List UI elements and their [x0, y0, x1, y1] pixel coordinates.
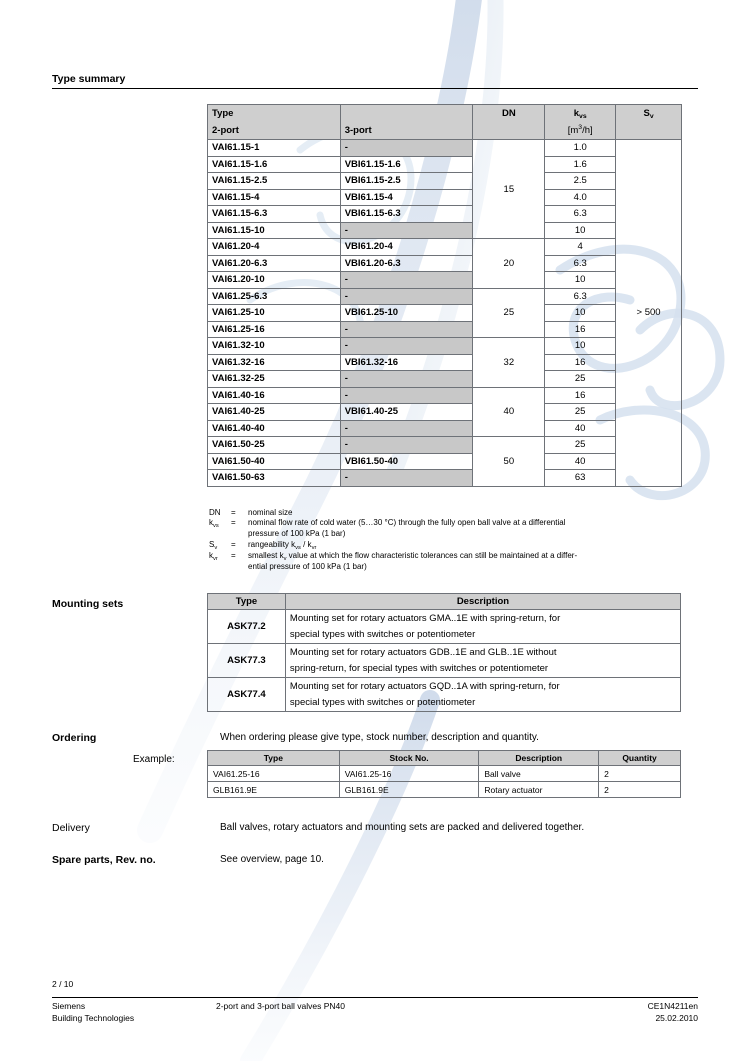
cell-2port: VAI61.15-1.6 [208, 156, 341, 173]
table-row [208, 338, 682, 355]
cell-2port: VAI61.50-25 [208, 437, 341, 454]
table-row [208, 404, 682, 421]
page-number: 2 / 10 [52, 979, 74, 989]
cell-kvs: 10 [545, 222, 616, 239]
header-3port-label: 3-port [344, 125, 372, 136]
cell-order-col-1: VAI61.25-16 [339, 766, 479, 782]
cell-kvs: 6.3 [545, 288, 616, 305]
header-order-col-3: Quantity [599, 751, 681, 766]
table-row [208, 222, 682, 239]
cell-2port: VAI61.32-10 [208, 338, 341, 355]
table-header-row [208, 751, 681, 766]
cell-3port-none: - [340, 387, 473, 404]
table-row [208, 437, 682, 454]
cell-kvs: 16 [545, 321, 616, 338]
cell-kvs: 40 [545, 453, 616, 470]
cell-order-col-3: 2 [599, 766, 681, 782]
cell-3port-none: - [340, 272, 473, 289]
legend-row [209, 518, 689, 529]
cell-2port: VAI61.32-16 [208, 354, 341, 371]
table-row [208, 288, 682, 305]
footer-doc-id: CE1N4211en [647, 1001, 698, 1011]
description-line: special types with switches or potentiometer [289, 629, 476, 640]
table-row [208, 140, 682, 157]
legend-row [209, 529, 689, 539]
cell-2port: VAI61.40-40 [208, 420, 341, 437]
cell-mset-type: ASK77.2 [208, 610, 286, 644]
legend-text: smallest $k_v$ value at which the flow characteristic tolerances can still be maintained at a differ- [248, 550, 578, 562]
cell-order-col-1: GLB161.9E [339, 782, 479, 798]
page-title: Type summary [52, 73, 126, 85]
cell-2port: VAI61.15-1 [208, 140, 341, 157]
cell-kvs: 25 [545, 404, 616, 421]
cell-kvs: 6.3 [545, 206, 616, 223]
cell-2port: VAI61.40-25 [208, 404, 341, 421]
header-2port-label: 2-port [212, 125, 239, 136]
type-summary-table [207, 104, 682, 487]
cell-3port: VBI61.25-10 [340, 305, 473, 322]
legend-equals: = [231, 518, 236, 528]
cell-mset-description [285, 644, 680, 678]
legend-row [209, 562, 689, 572]
type-summary-tbody [208, 140, 682, 487]
legend-text: nominal size [248, 508, 293, 517]
cell-3port-none: - [340, 420, 473, 437]
ordering-thead [208, 751, 681, 766]
legend-equals [231, 562, 248, 572]
cell-dn: 25 [473, 288, 545, 338]
ordering-text: When ordering please give type, stock number, description and quantity. [220, 732, 539, 743]
legend-row [209, 540, 689, 551]
header-kvs-label: k [573, 108, 580, 119]
cell-kvs: 63 [545, 470, 616, 487]
header-sv [616, 105, 682, 140]
cell-3port: VBI61.32-16 [340, 354, 473, 371]
table-row [208, 470, 682, 487]
cell-2port: VAI61.20-10 [208, 272, 341, 289]
legend-symbol: $k_{vr}$ [209, 550, 218, 562]
type-summary-table-wrapper [207, 104, 682, 487]
type-summary-heading-block [52, 73, 698, 89]
table-header-row [208, 594, 681, 610]
description-line: spring-return, for special types with switches or potentiometer [289, 663, 549, 674]
cell-3port: VBI61.15-2.5 [340, 173, 473, 190]
table-row [208, 255, 682, 272]
cell-3port-none: - [340, 222, 473, 239]
cell-kvs: 25 [545, 437, 616, 454]
legend-text: nominal flow rate of cold water (5…30 °C) through the fully open ball valve at a differential [248, 518, 566, 528]
legend-row [209, 551, 689, 562]
table-header-row [208, 105, 682, 140]
cell-mset-type: ASK77.4 [208, 678, 286, 712]
table-row [208, 189, 682, 206]
table-row [208, 420, 682, 437]
description-line: Mounting set for rotary actuators GMA..1E with spring-return, for [289, 613, 561, 624]
cell-3port: VBI61.15-4 [340, 189, 473, 206]
header-type-label: Type [212, 108, 234, 119]
cell-2port: VAI61.25-10 [208, 305, 341, 322]
cell-2port: VAI61.40-16 [208, 387, 341, 404]
header-kvs [545, 105, 616, 140]
table-row [208, 354, 682, 371]
mounting-sets-tbody [208, 610, 681, 712]
cell-dn: 32 [473, 338, 545, 388]
header-mset-description: Description [285, 594, 680, 610]
footer-date: 25.02.2010 [655, 1012, 698, 1023]
header-mset-type: Type [208, 594, 286, 610]
header-kvs-sub: vs [579, 113, 587, 120]
cell-2port: VAI61.50-40 [208, 453, 341, 470]
ordering-label: Ordering [52, 732, 97, 744]
cell-2port: VAI61.15-4 [208, 189, 341, 206]
footer-rule [52, 997, 698, 998]
cell-mset-description [285, 678, 680, 712]
cell-2port: VAI61.15-6.3 [208, 206, 341, 223]
cell-2port: VAI61.25-6.3 [208, 288, 341, 305]
cell-order-col-2: Rotary actuator [479, 782, 599, 798]
cell-kvs: 6.3 [545, 255, 616, 272]
cell-2port: VAI61.32-25 [208, 371, 341, 388]
header-type-3port [340, 105, 473, 140]
header-order-col-0: Type [208, 751, 340, 766]
header-order-col-1: Stock No. [339, 751, 479, 766]
cell-kvs: 40 [545, 420, 616, 437]
cell-2port: VAI61.25-16 [208, 321, 341, 338]
heading-rule [52, 88, 698, 89]
cell-3port: VBI61.15-6.3 [340, 206, 473, 223]
spare-parts-text: See overview, page 10. [220, 854, 324, 865]
legend-symbol: $k_{vs}$ [209, 518, 219, 530]
header-order-col-2: Description [479, 751, 599, 766]
table-legend [209, 508, 689, 572]
legend-text: pressure of 100 kPa (1 bar) [248, 529, 346, 539]
cell-dn: 20 [473, 239, 545, 289]
cell-kvs: 25 [545, 371, 616, 388]
legend-symbol: DN [209, 508, 221, 517]
cell-kvs: 16 [545, 387, 616, 404]
legend-text: ential pressure of 100 kPa (1 bar) [248, 562, 367, 572]
table-row [208, 206, 682, 223]
header-dn [473, 105, 545, 140]
table-row [208, 305, 682, 322]
cell-dn: 15 [473, 140, 545, 239]
cell-2port: VAI61.15-2.5 [208, 173, 341, 190]
ordering-example-table-wrapper [207, 750, 681, 798]
cell-3port-none: - [340, 437, 473, 454]
cell-kvs: 10 [545, 305, 616, 322]
legend-symbol: $S_v$ [209, 539, 218, 551]
cell-2port: VAI61.20-4 [208, 239, 341, 256]
footer-company: Siemens [52, 1001, 86, 1011]
description-line: Mounting set for rotary actuators GDB..1E and GLB..1E without [289, 647, 557, 658]
table-row [208, 239, 682, 256]
header-sv-label: S [643, 108, 650, 119]
table-row [208, 321, 682, 338]
cell-dn: 50 [473, 437, 545, 487]
cell-3port-none: - [340, 288, 473, 305]
legend-equals [231, 529, 248, 539]
cell-order-col-2: Ball valve [479, 766, 599, 782]
cell-order-col-0: VAI61.25-16 [208, 766, 340, 782]
legend-symbol [209, 529, 231, 539]
header-kvs-unit-post: /h] [582, 125, 593, 136]
cell-2port: VAI61.50-63 [208, 470, 341, 487]
ordering-example-table [207, 750, 681, 798]
cell-mset-type: ASK77.3 [208, 644, 286, 678]
cell-3port: VBI61.40-25 [340, 404, 473, 421]
legend-text: rangeability $k_{vs} / k_{vr}$ [248, 539, 317, 551]
mounting-sets-label: Mounting sets [52, 598, 124, 610]
table-row [208, 782, 681, 798]
table-row [208, 453, 682, 470]
legend-equals: = [231, 539, 236, 549]
cell-kvs: 1.0 [545, 140, 616, 157]
header-type-2port [208, 105, 341, 140]
cell-sv: > 500 [616, 140, 682, 487]
cell-order-col-0: GLB161.9E [208, 782, 340, 798]
cell-3port-none: - [340, 470, 473, 487]
table-row [208, 156, 682, 173]
header-dn-label: DN [501, 108, 516, 119]
cell-2port: VAI61.15-10 [208, 222, 341, 239]
legend-row [209, 508, 689, 518]
legend-equals: = [231, 550, 236, 560]
description-line: special types with switches or potentiometer [289, 697, 476, 708]
footer-document-title: 2-port and 3-port ball valves PN40 [216, 1001, 345, 1011]
cell-kvs: 16 [545, 354, 616, 371]
table-row [208, 173, 682, 190]
cell-3port: VBI61.20-6.3 [340, 255, 473, 272]
footer-doc-id-block [648, 1001, 698, 1024]
mounting-sets-table [207, 593, 681, 712]
footer-company-block [52, 1001, 134, 1024]
cell-3port: VBI61.50-40 [340, 453, 473, 470]
mounting-sets-table-wrapper [207, 593, 681, 712]
cell-2port: VAI61.20-6.3 [208, 255, 341, 272]
header-kvs-unit-pre: [m [567, 125, 579, 136]
cell-kvs: 4.0 [545, 189, 616, 206]
description-line: Mounting set for rotary actuators GQD..1A with spring-return, for [289, 681, 560, 692]
footer-division: Building Technologies [52, 1012, 135, 1023]
legend-equals: = [231, 508, 236, 517]
type-summary-thead [208, 105, 682, 140]
table-row [208, 387, 682, 404]
spare-parts-label: Spare parts, Rev. no. [52, 854, 156, 866]
ordering-example-label: Example: [133, 754, 175, 765]
cell-kvs: 1.6 [545, 156, 616, 173]
cell-kvs: 2.5 [545, 173, 616, 190]
cell-3port-none: - [340, 321, 473, 338]
ordering-tbody [208, 766, 681, 798]
cell-3port-none: - [340, 140, 473, 157]
header-kvs-unit-sup: 3 [578, 124, 583, 131]
cell-dn: 40 [473, 387, 545, 437]
header-sv-sub: v [649, 113, 654, 120]
delivery-text: Ball valves, rotary actuators and mounting sets are packed and delivered together. [220, 822, 585, 833]
cell-3port-none: - [340, 371, 473, 388]
cell-3port: VBI61.20-4 [340, 239, 473, 256]
cell-kvs: 10 [545, 272, 616, 289]
cell-3port-none: - [340, 338, 473, 355]
table-row [208, 272, 682, 289]
cell-3port: VBI61.15-1.6 [340, 156, 473, 173]
table-row [208, 371, 682, 388]
table-row [208, 678, 681, 712]
mounting-sets-thead [208, 594, 681, 610]
legend-symbol [209, 562, 231, 572]
cell-kvs: 10 [545, 338, 616, 355]
table-row [208, 610, 681, 644]
table-row [208, 644, 681, 678]
cell-kvs: 4 [545, 239, 616, 256]
cell-order-col-3: 2 [599, 782, 681, 798]
cell-mset-description [285, 610, 680, 644]
delivery-label: Delivery [52, 822, 90, 834]
table-row [208, 766, 681, 782]
